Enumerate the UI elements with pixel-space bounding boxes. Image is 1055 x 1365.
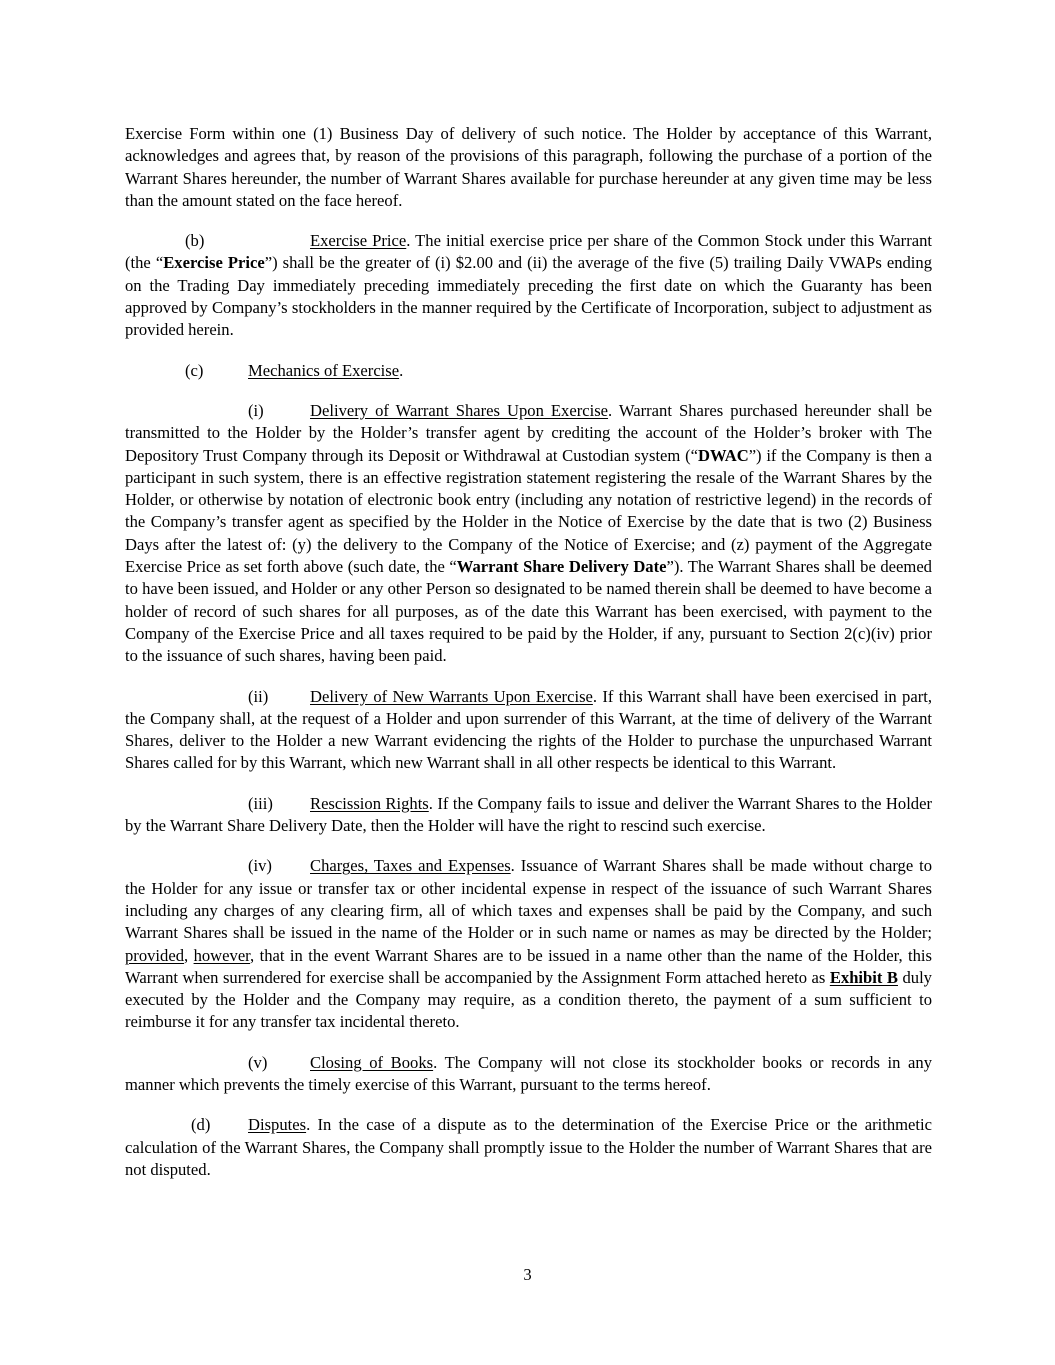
underlined-term: provided [125, 945, 184, 965]
paragraph-text: ”) if the Company is then a participant in such system, there is an effective registration statement registering the resale of the Warrant Shares by the Holder, or otherwise by notation of electronic book entry (including any notation of restrictive legend) in the records of the Company’s transfer agent as specified by the Holder in the Notice of Exercise by the date that is two (2) Business Days after the latest of: (y) the delivery to the Company of the Notice of Exercise; and (z) payment of the Aggregate Exercise Price as set forth above (such date, the “ [125, 445, 932, 577]
defined-term: Exercise Price [163, 253, 265, 273]
section-heading: Charges, Taxes and Expenses [310, 856, 511, 876]
paragraph-c-iii-rescission [125, 793, 932, 838]
paragraph-text: ”) shall be the greater of (i) $2.00 and (ii) the average of the five (5) trailing Daily VWAPs ending on the Trading Day immediately preceding immediately preceding the first date on which the Guaranty has been approved by Company’s stockholders in the manner required by the Certificate of Incorporation, subject to adjustment as provided herein. [125, 253, 932, 340]
paragraph-text: . Issuance of Warrant Shares shall be made without charge to the Holder for any issue or transfer tax or other incidental expense in respect of the issuance of such Warrant Shares including any charges of any clearing firm, all of which taxes and expenses shall be paid by the Company, and such Warrant Shares shall be issued in the name of the Holder or in such name or names as may be directed by the Holder; [125, 856, 933, 943]
section-number: (i) [248, 400, 264, 420]
section-heading: Rescission Rights [310, 793, 429, 813]
section-heading: Delivery of Warrant Shares Upon Exercise [310, 400, 609, 420]
section-number: (b) [185, 231, 205, 251]
paragraph-c-v-closing [125, 1052, 932, 1097]
defined-term: DWAC [697, 445, 749, 465]
paragraph-d-disputes [125, 1114, 932, 1181]
section-heading: Disputes [248, 1115, 307, 1135]
paragraph-text: . The initial exercise price per share of the Common Stock under this Warrant (the “ [125, 231, 932, 273]
section-number: (iv) [248, 856, 272, 876]
paragraph-text: . In the case of a dispute as to the determination of the Exercise Price or the arithmetic calculation of the Warrant Shares, the Company shall promptly issue to the Holder the number of Warrant Shares that are not disputed. [125, 1115, 932, 1179]
section-heading: Exercise Price [310, 231, 407, 251]
paragraph-text: . The Company will not close its stockholder books or records in any manner which prevents the timely exercise of this Warrant, pursuant to the terms hereof. [125, 1052, 932, 1094]
section-number: (ii) [248, 686, 269, 706]
paragraph-c-ii-new-warrants [125, 686, 932, 775]
defined-term: Warrant Share Delivery Date [456, 557, 667, 577]
exhibit-reference: Exhibit B [829, 967, 898, 987]
paragraph-text: , that in the event Warrant Shares are to be issued in a name other than the name of the Holder, this Warrant when surrendered for exercise shall be accompanied by the Assignment Form attached hereto as [125, 945, 933, 987]
document-body [125, 123, 932, 1199]
page-number: 3 [523, 1265, 532, 1284]
section-number: (c) [185, 360, 204, 380]
underlined-term: however [193, 945, 251, 965]
paragraph-text: . [399, 360, 404, 380]
paragraph-c-mechanics [125, 360, 932, 382]
section-number: (v) [248, 1052, 268, 1072]
paragraph-intro [125, 123, 932, 212]
section-heading: Mechanics of Exercise [248, 360, 400, 380]
paragraph-text: . Warrant Shares purchased hereunder shall be transmitted to the Holder by the Holder’s transfer agent by crediting the account of the Holder’s broker with The Depository Trust Company through its Deposit or Withdrawal at Custodian system (“ [125, 400, 933, 465]
paragraph-text: . If the Company fails to issue and deliver the Warrant Shares to the Holder by the Warrant Share Delivery Date, then the Holder will have the right to rescind such exercise. [125, 793, 932, 836]
paragraph-b-exercise-price [125, 230, 932, 341]
paragraph-text: ”). The Warrant Shares shall be deemed to have been issued, and Holder or any other Person so designated to be named therein shall be deemed to have become a holder of record of such shares for all purposes, as of the date this Warrant has been exercised, with payment to the Company of the Exercise Price and all taxes required to be paid by the Holder, if any, pursuant to Section 2(c)(iv) prior to the issuance of such shares, having been paid. [125, 557, 932, 666]
paragraph-text: duly executed by the Holder and the Company may require, as a condition thereto, the payment of a sum sufficient to reimburse it for any transfer tax incidental thereto. [125, 967, 932, 1032]
section-number: (d) [191, 1115, 211, 1135]
paragraph-text: , [184, 945, 194, 965]
paragraph-c-iv-charges [125, 855, 932, 1033]
paragraph-c-i-delivery [125, 400, 932, 668]
section-heading: Delivery of New Warrants Upon Exercise [310, 686, 593, 706]
section-number: (iii) [248, 793, 273, 813]
paragraph-text: Exercise Form within one (1) Business Day of delivery of such notice. The Holder by acceptance of this Warrant, acknowledges and agrees that, by reason of the provisions of this paragraph, following the purchase of a portion of the Warrant Shares hereunder, the number of Warrant Shares available for purchase hereunder at any given time may be less than the amount stated on the face hereof. [125, 124, 932, 210]
section-heading: Closing of Books [310, 1052, 434, 1072]
paragraph-text: . If this Warrant shall have been exercised in part, the Company shall, at the request of a Holder and upon surrender of this Warrant, at the time of delivery of the Warrant Shares, deliver to the Holder a new Warrant evidencing the rights of the Holder to purchase the unpurchased Warrant Shares called for by this Warrant, which new Warrant shall in all other respects be identical to this Warrant. [125, 686, 932, 773]
